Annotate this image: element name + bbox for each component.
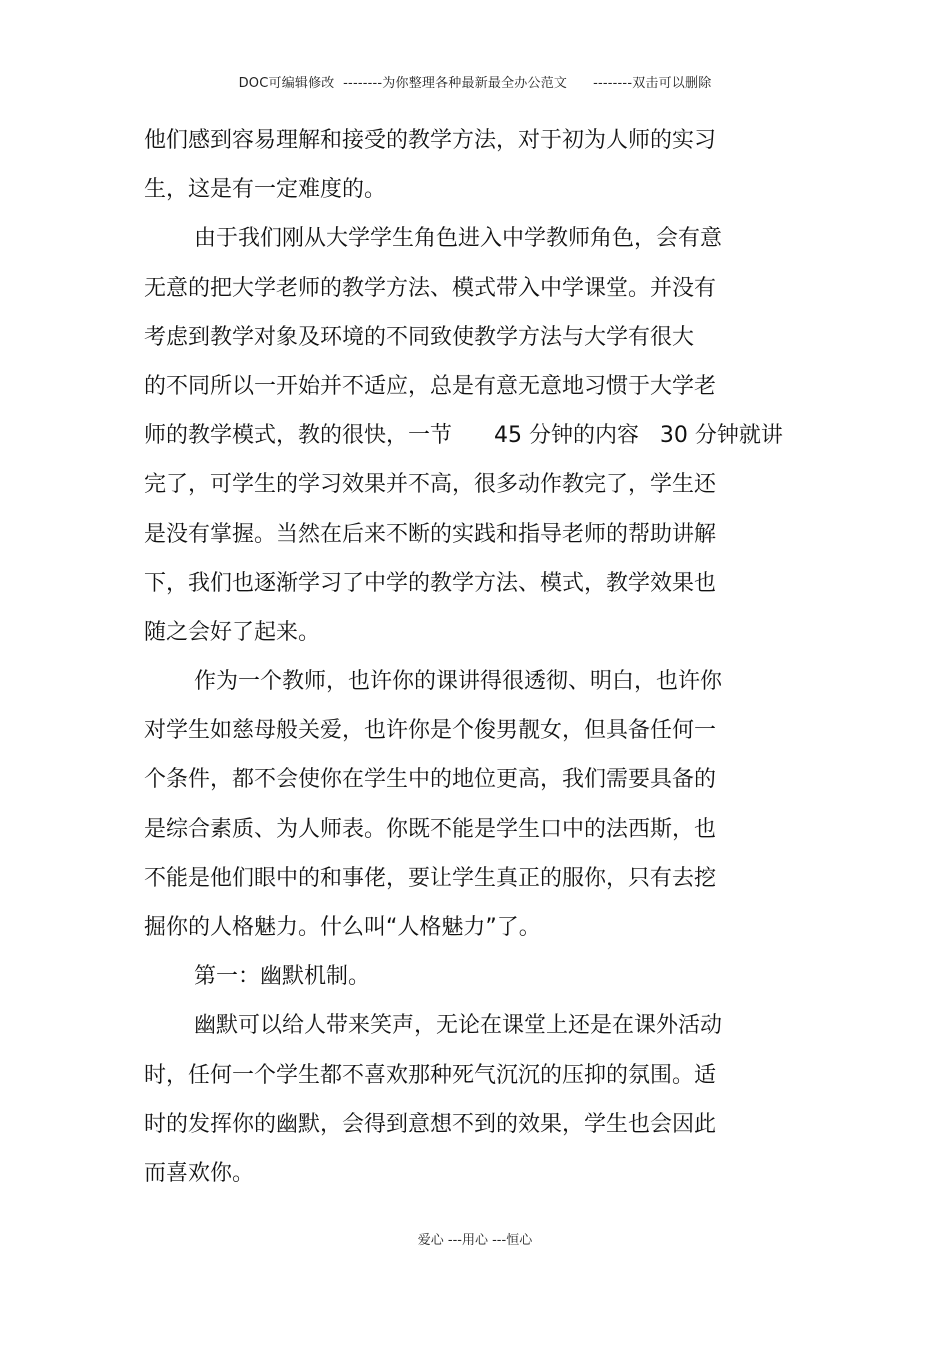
text-line: 生，这是有一定难度的。 [144,177,387,203]
page-header: DOC可编辑修改 --------为你整理各种最新最全办公范文 --------双击可以删除 [238,76,712,91]
text-line: 掘你的人格魅力。什么叫“人格魅力”了。 [144,915,541,940]
text-line: 时的发挥你的幽默，会得到意想不到的效果，学生也会因此 [144,1111,717,1137]
text-line: 的不同所以一开始并不适应，总是有意无意地习惯于大学老 [144,373,717,399]
page-footer: 爱心 ---用心 ---恒心 [417,1233,533,1248]
text-line: 不能是他们眼中的和事佬，要让学生真正的服你，只有去挖 [144,865,717,891]
text-line: 是综合素质、为人师表。你既不能是学生口中的法西斯，也 [144,816,717,842]
text-line: 个条件，都不会使你在学生中的地位更高，我们需要具备的 [144,767,717,793]
text-line: 完了，可学生的学习效果并不高，很多动作教完了，学生还 [144,472,717,498]
paragraph-start-line: 由于我们刚从大学学生角色进入中学教师角色，会有意 [194,226,723,252]
paragraph-start-line: 作为一个教师，也许你的课讲得很透彻、明白，也许你 [194,669,723,695]
text-line: 时，任何一个学生都不喜欢那种死气沉沉的压抑的氛围。适 [144,1062,717,1088]
text-line: 他们感到容易理解和接受的教学方法，对于初为人师的实习 [144,128,717,153]
paragraph-start-line: 幽默可以给人带来笑声，无论在课堂上还是在课外活动 [194,1013,723,1039]
text-line: 随之会好了起来。 [144,619,321,645]
text-line: 下，我们也逐渐学习了中学的教学方法、模式，教学效果也 [144,570,717,596]
section-heading-line: 第一：幽默机制。 [194,964,371,990]
document-body [144,121,844,1203]
text-line: 师的教学模式，教的很快，一节 45 分钟的内容 30 分钟就讲 [144,423,783,449]
text-line: 是没有掌握。当然在后来不断的实践和指导老师的帮助讲解 [144,521,717,547]
text-line: 对学生如慈母般关爱，也许你是个俊男靓女，但具备任何一 [144,718,717,744]
text-line: 而喜欢你。 [144,1160,255,1186]
text-line: 无意的把大学老师的教学方法、模式带入中学课堂。并没有 [144,275,717,301]
text-line: 考虑到教学对象及环境的不同致使教学方法与大学有很大 [144,324,695,350]
